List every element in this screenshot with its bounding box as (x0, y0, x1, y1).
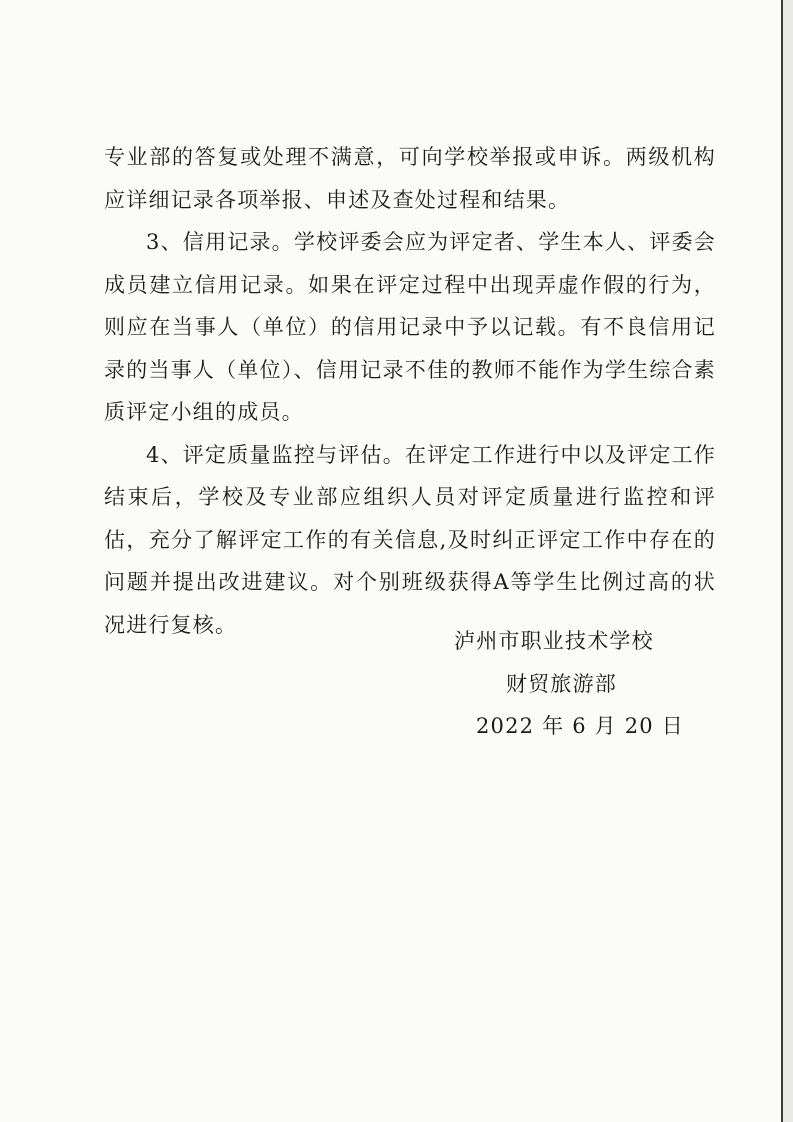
page-edge-line (781, 0, 783, 1122)
page-edge-shadow (783, 0, 793, 1122)
signature-block (440, 620, 700, 748)
signature-date: 2022 年 6 月 20 日 (476, 714, 684, 738)
paragraph-quality-monitoring: 4、评定质量监控与评估。在评定工作进行中以及评定工作结束后，学校及专业部应组织人员对评定质量进行监控和评估，充分了解评定工作的有关信息,及时纠正评定工作中存在的问题并提出改进建议。对个别班级获得A等学生比例过高的状况进行复核。 (104, 442, 716, 637)
signature-school: 泸州市职业技术学校 (454, 629, 654, 653)
document-body (104, 136, 716, 646)
paragraph-continuation: 专业部的答复或处理不满意，可向学校举报或申诉。两级机构应详细记录各项举报、申述及查处过程和结果。 (104, 145, 716, 212)
signature-department: 财贸旅游部 (506, 671, 617, 696)
paragraph-credit-record: 3、信用记录。学校评委会应为评定者、学生本人、评委会成员建立信用记录。如果在评定过程中出现弄虚作假的行为，则应在当事人（单位）的信用记录中予以记载。有不良信用记录的当事人（单位）、信用记录不佳的教师不能作为学生综合素质评定小组的成员。 (104, 230, 716, 424)
